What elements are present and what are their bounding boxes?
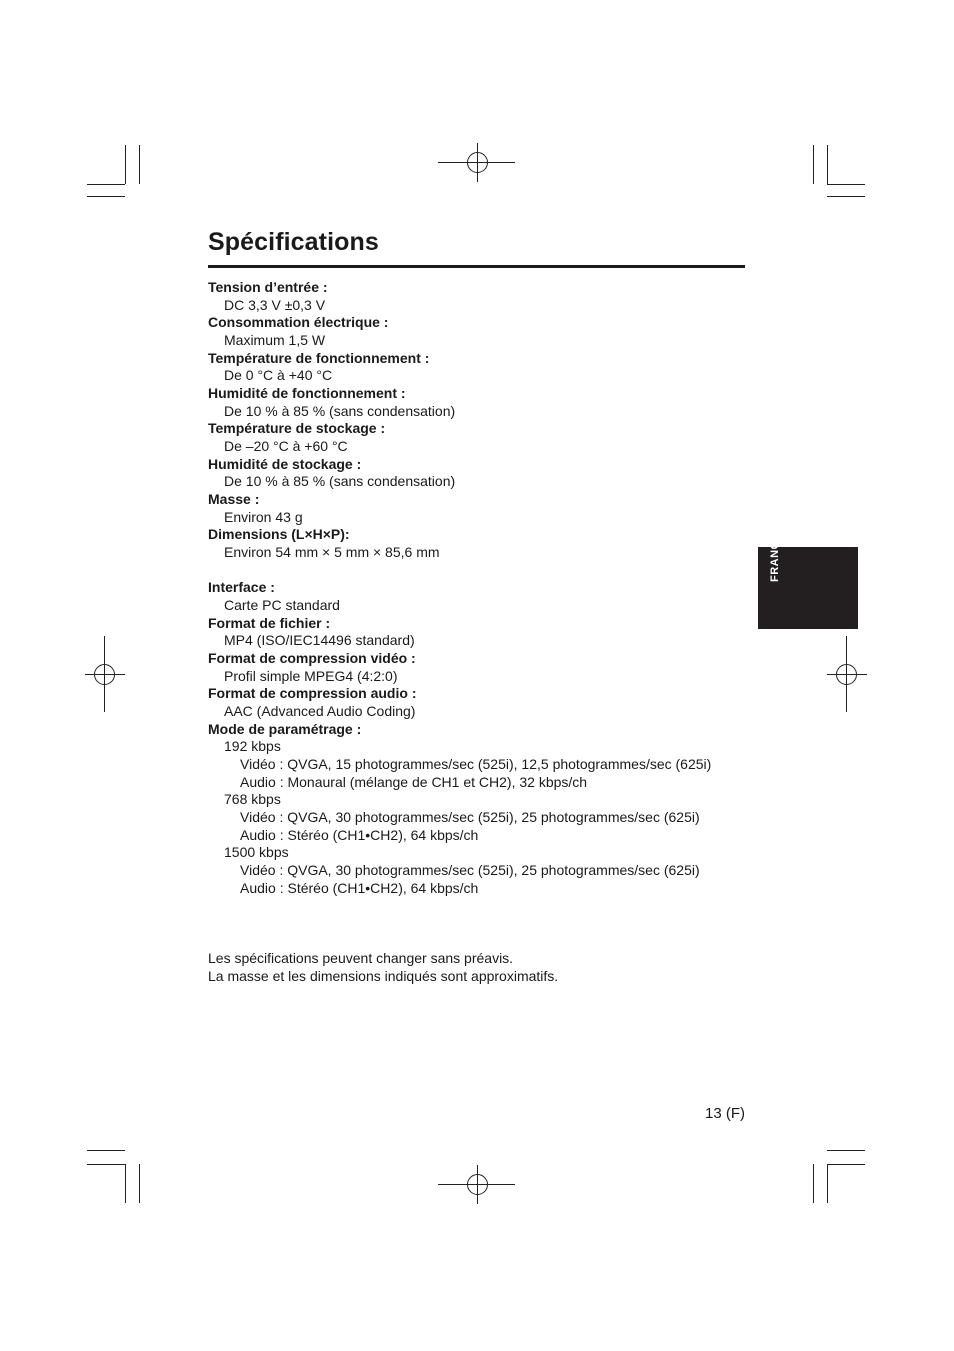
spec-value: Maximum 1,5 W — [224, 332, 326, 349]
spec-label: Consommation électrique : — [208, 314, 389, 331]
mode-audio: Audio : Monaural (mélange de CH1 et CH2), 32 kbps/ch — [240, 773, 588, 790]
spec-value: DC 3,3 V ±0,3 V — [224, 296, 326, 313]
spec-value: Carte PC standard — [224, 597, 340, 614]
crop-mark — [827, 1164, 865, 1165]
spec-label: Format de compression audio : — [208, 685, 417, 702]
spec-value: MP4 (ISO/IEC14496 standard) — [224, 632, 415, 649]
spec-value: AAC (Advanced Audio Coding) — [224, 703, 416, 720]
spec-value: De 10 % à 85 % (sans condensation) — [224, 473, 456, 490]
spec-label: Format de fichier : — [208, 614, 331, 631]
crop-mark — [827, 196, 865, 197]
crop-mark — [125, 1164, 126, 1203]
spec-label: Humidité de fonctionnement : — [208, 385, 406, 402]
page-title: Spécifications — [208, 228, 379, 256]
crop-mark — [87, 184, 125, 185]
spec-value: Environ 54 mm × 5 mm × 85,6 mm — [224, 544, 440, 561]
spec-label: Dimensions (L×H×P): — [208, 526, 350, 543]
page-number: 13 (F) — [704, 1105, 745, 1122]
mode-label: Mode de paramétrage : — [208, 720, 362, 737]
note-line: Les spécifications peuvent changer sans préavis. — [208, 950, 514, 966]
notes — [208, 950, 558, 985]
mode-video: Vidéo : QVGA, 15 photogrammes/sec (525i), 12,5 photogrammes/sec (625i) — [240, 756, 712, 773]
spacer — [208, 562, 768, 580]
crop-mark — [813, 145, 814, 184]
spec-label: Tension d’entrée : — [208, 279, 328, 295]
spec-label: Température de stockage : — [208, 420, 386, 437]
mode-rate: 1500 kbps — [224, 844, 289, 861]
crop-mark — [87, 1150, 125, 1151]
spec-value: De 10 % à 85 % (sans condensation) — [224, 402, 456, 419]
title-divider — [208, 265, 745, 268]
mode-audio: Audio : Stéréo (CH1•CH2), 64 kbps/ch — [240, 826, 479, 843]
crop-mark — [87, 1164, 125, 1165]
specifications-list — [208, 279, 768, 898]
spec-label: Masse : — [208, 491, 260, 508]
mode-video: Vidéo : QVGA, 30 photogrammes/sec (525i), 25 photogrammes/sec (625i) — [240, 862, 700, 879]
spec-value: De –20 °C à +60 °C — [224, 438, 348, 455]
mode-rate: 768 kbps — [224, 791, 281, 808]
language-tab-label: FRANÇAIS — [769, 521, 781, 582]
mode-video: Vidéo : QVGA, 30 photogrammes/sec (525i), 25 photogrammes/sec (625i) — [240, 809, 700, 826]
language-tab — [758, 521, 858, 629]
crop-mark — [827, 145, 828, 184]
spec-label: Température de fonctionnement : — [208, 349, 430, 366]
mode-audio: Audio : Stéréo (CH1•CH2), 64 kbps/ch — [240, 879, 479, 896]
spec-label: Interface : — [208, 579, 275, 596]
crop-mark — [827, 1164, 828, 1203]
crop-mark — [139, 1164, 140, 1203]
crop-mark — [139, 145, 140, 184]
spec-value: De 0 °C à +40 °C — [224, 367, 333, 384]
crop-mark — [827, 1150, 865, 1151]
mode-rate: 192 kbps — [224, 738, 281, 755]
spec-label: Format de compression vidéo : — [208, 650, 416, 667]
crop-mark — [87, 196, 125, 197]
crop-mark — [125, 145, 126, 184]
spec-value: Environ 43 g — [224, 508, 303, 525]
note-line: La masse et les dimensions indiqués sont approximatifs. — [208, 967, 559, 984]
crop-mark — [827, 184, 865, 185]
spec-label: Humidité de stockage : — [208, 455, 362, 472]
spec-value: Profil simple MPEG4 (4:2:0) — [224, 667, 398, 684]
crop-mark — [813, 1164, 814, 1203]
